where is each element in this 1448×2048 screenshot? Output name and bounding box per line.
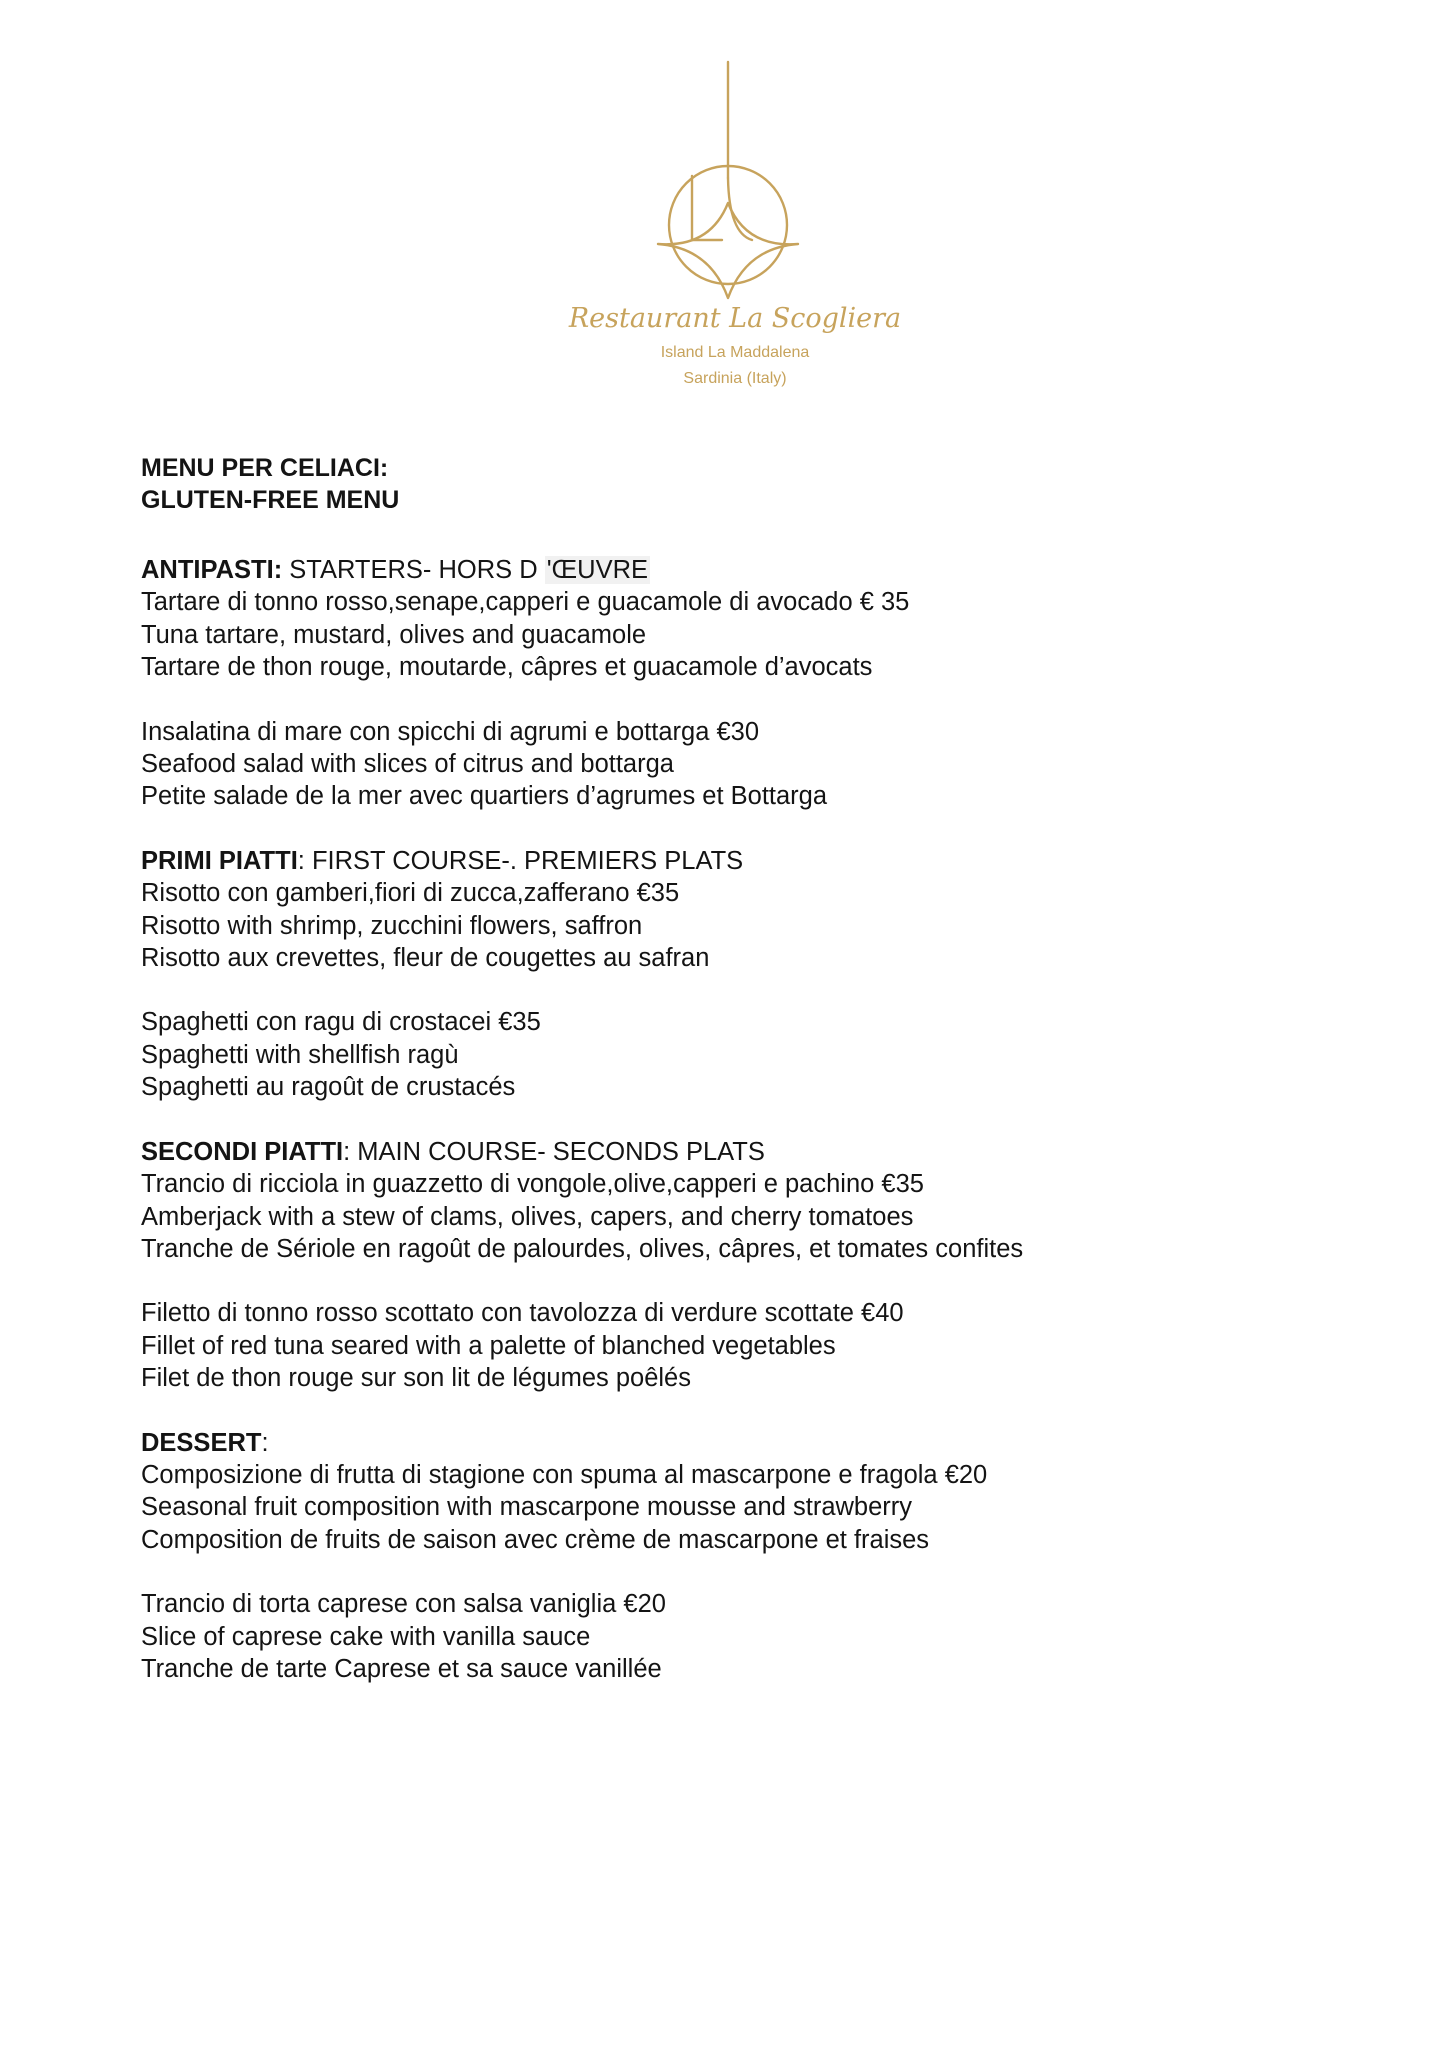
dish-name-fr: Tranche de Sériole en ragoût de palourdes, olives, câpres, et tomates confites xyxy=(141,1234,1024,1263)
section-heading xyxy=(141,554,1341,586)
dish-name-it: Risotto con gamberi,fiori di zucca,zafferano €35 xyxy=(141,879,680,908)
dish-name-it: Trancio di ricciola in guazzetto di vongole,olive,capperi e pachino €35 xyxy=(141,1170,924,1199)
dish-item xyxy=(141,1168,1341,1265)
section-label: ANTIPASTI: xyxy=(141,556,283,584)
dish-item xyxy=(141,1459,1341,1556)
section-heading xyxy=(141,1427,1341,1459)
dish-name-en: Seafood salad with slices of citrus and bottarga xyxy=(141,750,674,779)
section-heading xyxy=(141,1136,1341,1168)
section-label: PRIMI PIATTI xyxy=(141,846,298,875)
restaurant-logo xyxy=(0,0,1448,420)
section-label: SECONDI PIATTI xyxy=(141,1137,344,1166)
menu-title-it: MENU PER CELIACI: xyxy=(141,454,389,482)
dish-name-fr: Spaghetti au ragoût de crustacés xyxy=(141,1073,516,1102)
dish-item xyxy=(141,716,1341,813)
dish-name-it: Composizione di frutta di stagione con spuma al mascarpone e fragola €20 xyxy=(141,1460,988,1489)
menu-document xyxy=(141,452,1341,1717)
dish-name-en: Seasonal fruit composition with mascarpone mousse and strawberry xyxy=(141,1493,913,1522)
dish-name-en: Fillet of red tuna seared with a palette of blanched vegetables xyxy=(141,1331,836,1360)
dish-name-en: Slice of caprese cake with vanilla sauce xyxy=(141,1622,591,1651)
dish-name-it: Spaghetti con ragu di crostacei €35 xyxy=(141,1008,541,1037)
dish-name-it: Tartare di tonno rosso,senape,capperi e guacamole di avocado € 35 xyxy=(141,588,910,617)
dish-item xyxy=(141,877,1341,974)
dish-item xyxy=(141,1297,1341,1394)
dish-name-it: Filetto di tonno rosso scottato con tavolozza di verdure scottate €40 xyxy=(141,1299,904,1328)
section-subtitle: : FIRST COURSE-. PREMIERS PLATS xyxy=(297,846,744,875)
section-antipasti xyxy=(141,554,1341,813)
section-subtitle: : MAIN COURSE- SECONDS PLATS xyxy=(343,1137,765,1166)
section-subtitle: : xyxy=(261,1428,269,1457)
section-secondi-piatti xyxy=(141,1136,1341,1395)
dish-item xyxy=(141,586,1341,683)
section-subtitle: STARTERS- HORS D xyxy=(282,556,545,584)
dish-name-fr: Tranche de tarte Caprese et sa sauce vanillée xyxy=(141,1654,662,1683)
dish-name-fr: Composition de fruits de saison avec crème de mascarpone et fraises xyxy=(141,1525,930,1554)
section-primi-piatti xyxy=(141,845,1341,1104)
dish-name-it: Trancio di torta caprese con salsa vaniglia €20 xyxy=(141,1590,666,1619)
dish-name-it: Insalatina di mare con spicchi di agrumi e bottarga €30 xyxy=(141,717,760,746)
dish-name-fr: Filet de thon rouge sur son lit de légumes poêlés xyxy=(141,1364,691,1393)
dish-name-en: Risotto with shrimp, zucchini flowers, saffron xyxy=(141,911,643,940)
section-subtitle-highlight: 'ŒUVRE xyxy=(546,556,648,584)
dish-item xyxy=(141,1006,1341,1103)
section-dessert xyxy=(141,1427,1341,1686)
dish-name-en: Amberjack with a stew of clams, olives, capers, and cherry tomatoes xyxy=(141,1202,914,1231)
dish-name-fr: Risotto aux crevettes, fleur de cougettes au safran xyxy=(141,944,710,973)
dish-item xyxy=(141,1588,1341,1685)
restaurant-region: Sardinia (Italy) xyxy=(683,370,787,387)
restaurant-location: Island La Maddalena xyxy=(660,344,810,361)
compass-star-icon xyxy=(652,58,804,308)
menu-title-en: GLUTEN-FREE MENU xyxy=(141,486,400,514)
dish-name-en: Tuna tartare, mustard, olives and guacamole xyxy=(141,620,647,649)
section-heading xyxy=(141,845,1341,877)
restaurant-name: Restaurant La Scogliera xyxy=(568,303,902,334)
dish-name-en: Spaghetti with shellfish ragù xyxy=(141,1040,459,1069)
section-label: DESSERT xyxy=(141,1428,262,1457)
dish-name-fr: Tartare de thon rouge, moutarde, câpres et guacamole d’avocats xyxy=(141,653,873,682)
dish-name-fr: Petite salade de la mer avec quartiers d’agrumes et Bottarga xyxy=(141,782,828,811)
